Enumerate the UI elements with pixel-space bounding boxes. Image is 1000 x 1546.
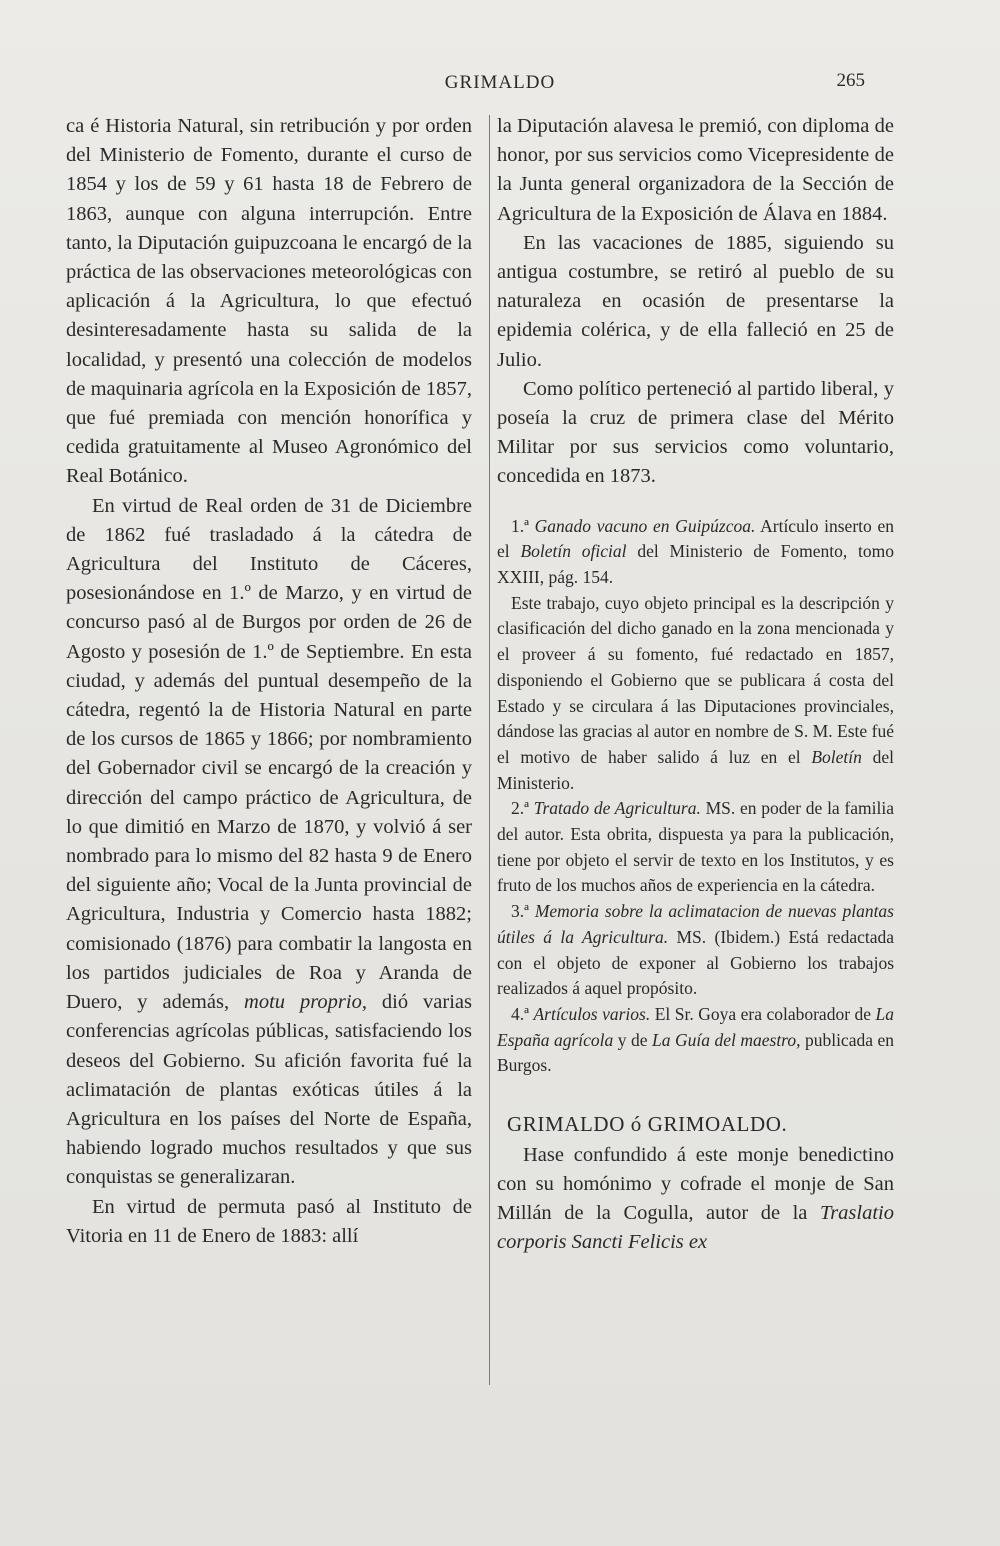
works-list (497, 514, 894, 1079)
work-item-1-title: Ganado vacuno en Guipúzcoa. (534, 515, 756, 536)
left-column (66, 112, 472, 1251)
right-paragraph-1: la Diputación alavesa le premió, con diploma de honor, por sus servicios como Vicepresidente de la Junta general organizadora de la Sección de Agricultura de la Exposición de Álava en 1884. (497, 115, 894, 225)
page-header (0, 70, 1000, 100)
work-item-4-number: 4.ª (511, 1004, 529, 1024)
section-paragraph-italic: Traslatio corporis Sancti Felicis ex (497, 1202, 894, 1254)
work-item-1 (497, 514, 894, 591)
work-item-1-description-c: del Ministerio. (497, 746, 894, 793)
work-item-2-number: 2.ª (511, 798, 529, 819)
left-paragraph-1: ca é Historia Natural, sin retribución y por orden del Ministerio de Fomento, durante el curso de 1854 y los de 59 y 61 hasta 18 de Febrero de 1863, aunque con alguna interrupción. Entre tanto, la Diputación guipuzcoana le encargó de la práctica de las observaciones meteorológicas con aplicación á la Agricultura, lo que efectuó desinteresadamente hasta su salida de la localidad, y presentó una colección de modelos de maquinaria agrícola en la Exposición de 1857, que fué premiada con mención honorífica y cedida gratuitamente al Museo Agronómico del Real Botánico. (66, 115, 472, 488)
work-item-2-title: Tratado de Agricultura. (533, 798, 701, 819)
work-item-1-text-c: del Ministerio de Fomento, tomo XXIII, pág. 154. (497, 541, 894, 588)
work-item-2-text: MS. en poder de la familia del autor. Esta obrita, dispuesta ya para la publicación, tiene por objeto el servir de texto en los Institutos, y es fruto de los muchos años de experiencia en la cátedra. (497, 798, 894, 896)
work-item-4-italic-a: La España agrícola (497, 1004, 894, 1050)
page-number: 265 (836, 70, 865, 91)
section-heading: GRIMALDO ó GRIMOALDO. (507, 1112, 788, 1137)
work-item-1-description-italic: Boletín (811, 746, 862, 767)
work-item-1-italic: Boletín oficial (520, 541, 627, 562)
work-item-4-text-c: y de (613, 1029, 653, 1050)
left-paragraph-2 (66, 492, 472, 1193)
work-item-3-title: Memoria sobre la aclimatacion de nuevas plantas útiles á la Agricultura. (497, 901, 894, 947)
right-paragraph-3: Como político perteneció al partido liberal, y poseía la cruz de primera clase del Mérito Militar por sus servicios como voluntario, concedida en 1873. (497, 377, 894, 488)
work-item-4-text-e: publicada en Burgos. (497, 1029, 894, 1076)
left-paragraph-2-text-a: En virtud de Real orden de 31 de Diciembre de 1862 fué trasladado á la cátedra de Agricultura del Instituto de Cáceres, posesionándose en 1.º de Marzo, y en virtud de concurso pasó al de Burgos por orden de 26 de Agosto y posesión de 1.º de Septiembre. En esta ciudad, y además del puntual desempeño de la cátedra, regentó la de Historia Natural en parte de los cursos de 1865 y 1866; por nombramiento del Gobernador civil se encargó de la creación y dirección del campo práctico de Agricultura, de lo que dimitió en Marzo de 1870, y volvió á ser nombrado para lo mismo del 82 hasta 9 de Enero del siguiente año; Vocal de la Junta provincial de Agricultura, Industria y Comercio hasta 1882; comisionado (1876) para combatir la langosta en los partidos judiciales de Roa y Aranda de Duero, y además, (66, 494, 472, 1014)
section-paragraph (497, 1141, 894, 1257)
work-item-4-italic-b: La Guía del maestro, (652, 1029, 801, 1050)
left-paragraph-2-italic: motu proprio, (244, 991, 367, 1014)
work-item-3 (497, 899, 894, 1002)
work-item-3-number: 3.ª (511, 901, 529, 922)
work-item-1-number: 1.ª (511, 515, 529, 536)
work-item-3-text: MS. (Ibidem.) Está redactada con el objeto de exponer al Gobierno los trabajos realizados á aquel propósito. (497, 926, 894, 999)
work-item-1-text-a: Artículo inserto en el (497, 515, 894, 562)
column-divider (489, 115, 490, 1385)
running-head: GRIMALDO (444, 72, 556, 93)
left-paragraph-3: En virtud de permuta pasó al Instituto de Vitoria en 11 de Enero de 1883: allí (66, 1195, 472, 1247)
work-item-4-title: Artículos varios. (533, 1004, 651, 1024)
section-paragraph-text: Hase confundido á este monje benedictino con su homónimo y cofrade el monje de San Millán de la Cogulla, autor de la (497, 1144, 894, 1225)
right-paragraph-2: En las vacaciones de 1885, siguiendo su antigua costumbre, se retiró al pueblo de su naturaleza en ocasión de presentarse la epidemia colérica, y de ella falleció en 25 de Julio. (497, 231, 894, 371)
work-item-1-description-a: Este trabajo, cuyo objeto principal es la descripción y clasificación del dicho ganado en la zona mencionada y el proveer á su fomento, fué redactado en 1857, disponiendo el Gobierno que se publicara á costa del Estado y se circulara á las Diputaciones provinciales, dándose las gracias al autor en nombre de S. M. Este fué el motivo de haber salido á luz en el (497, 592, 894, 767)
left-paragraph-2-text-b: dió varias conferencias agrícolas públicas, satisfaciendo los deseos del Gobierno. Su afición favorita fué la aclimatación de plantas exóticas útiles á la Agricultura en los países del Norte de España, habiendo logrado muchos resultados y que sus conquistas se generalizaran. (66, 991, 472, 1189)
work-item-1-description (497, 591, 894, 797)
work-item-4 (497, 1002, 894, 1079)
work-item-2 (497, 796, 894, 899)
right-column (497, 112, 894, 1257)
work-item-4-text-a: El Sr. Goya era colaborador de (650, 1004, 876, 1024)
